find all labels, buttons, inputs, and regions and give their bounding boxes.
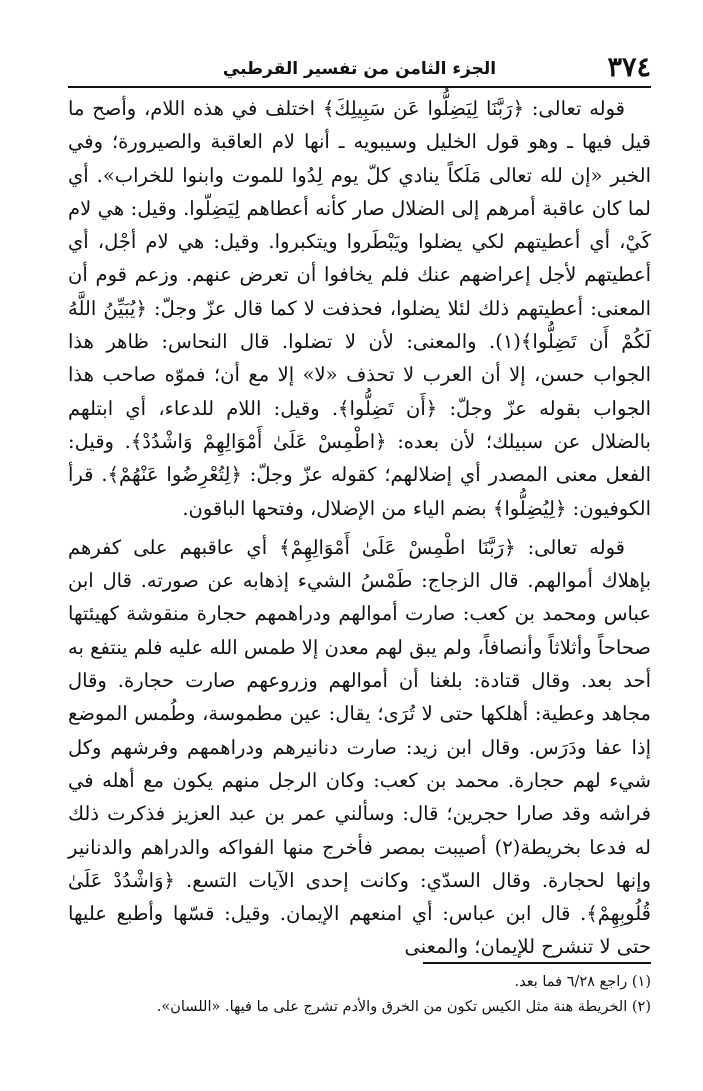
running-title: الجزء الثامن من تفسير القرطبي: [222, 59, 497, 79]
page-header: [68, 52, 651, 88]
paragraph-2: قوله تعالى: ﴿رَبَّنَا اطْمِسْ عَلَىٰ أَمْوَالِهِمْ﴾ أي عاقبهم على كفرهم بإهلاك أموالهم. قال الزجاج: طَمْسُ الشيء إذهابه عن صورته. قال ابن عباس ومحمد بن كعب: صارت أموالهم ودراهمهم حجارة منقوشة كهيئتها صحاحاً وأثلاثاً وأنصافاً، ولم يبق لهم معدن إلا طمس الله عليه فلم ينتفع به أحد بعد. وقال قتادة: بلغنا أن أموالهم وزروعهم صارت حجارة. وقال مجاهد وعطية: أهلكها حتى لا تُرَى؛ يقال: عين مطموسة، وطُمس الموضع إذا عفا ودَرَس. وقال ابن زيد: صارت دنانيرهم ودراهمهم وفرشهم وكل شيء لهم حجارة. محمد بن كعب: وكان الرجل منهم يكون مع أهله في فراشه وقد صارا حجرين؛ قال: وسألني عمر بن عبد العزيز فذكرت ذلك له فدعا بخريطة(٢) أصيبت بمصر فأخرج منها الفواكه والدراهم والدنانير وإنها لحجارة. وقال السدّي: وكانت إحدى الآيات التسع. ﴿وَاشْدُدْ عَلَىٰ قُلُوبِهِمْ﴾. قال ابن عباس: أي امنعهم الإيمان. وقيل: قسّها وأطبع عليها حتى لا تنشرح للإيمان؛ والمعنى: [68, 535, 651, 959]
footnotes: [68, 970, 651, 1020]
footnote-2: (٢) الخريطة هنة مثل الكيس تكون من الخرق والأدم تشرج على ما فيها. «اللسان».: [156, 999, 651, 1015]
body-text: [68, 92, 651, 964]
page-number: ٣٧٤: [607, 52, 651, 83]
paragraph-1: قوله تعالى: ﴿رَبَّنَا لِيَضِلُّوا عَن سَبِيلِكَ﴾ اختلف في هذه اللام، وأصح ما قيل فيها ـ وهو قول الخليل وسيبويه ـ أنها لام العاقبة والصيرورة؛ وفي الخبر «إن لله تعالى مَلَكاً ينادي كلّ يوم لِدُوا للموت وابنوا للخراب». أي لما كان عاقبة أمرهم إلى الضلال صار كأنه أعطاهم لِيَضِلّوا. وقيل: هي لام كَيْ، أي أعطيتهم لكي يضلوا ويَبْطَروا ويتكبروا. وقيل: هي لام أجْل، أي أعطيتهم لأجل إعراضهم عنك فلم يخافوا أن تعرض عنهم. وزعم قوم أن المعنى: أعطيتهم ذلك لئلا يضلوا، فحذفت لا كما قال عزّ وجلّ: ﴿يُبَيِّنُ اللَّهُ لَكُمْ أَن تَضِلُّوا﴾(١). والمعنى: لأن لا تضلوا. قال النحاس: ظاهر هذا الجواب حسن، إلا أن العرب لا تحذف «لا» إلا مع أن؛ فموّه صاحب هذا الجواب بقوله عزّ وجلّ: ﴿أَن تَضِلُّوا﴾. وقيل: اللام للدعاء، أي ابتلهم بالضلال عن سبيلك؛ لأن بعده: ﴿اطْمِسْ عَلَىٰ أَمْوَالِهِمْ وَاشْدُدْ﴾. وقيل: الفعل معنى المصدر أي إضلالهم؛ كقوله عزّ وجلّ: ﴿لِتُعْرِضُوا عَنْهُمْ﴾. قرأ الكوفيون: ﴿لِيُضِلُّوا﴾ بضم الياء من الإضلال، وفتحها الباقون.: [68, 97, 651, 520]
footnote-divider: [423, 962, 651, 964]
footnote-1: (١) راجع ٦/٢٨ فما بعد.: [514, 974, 651, 990]
